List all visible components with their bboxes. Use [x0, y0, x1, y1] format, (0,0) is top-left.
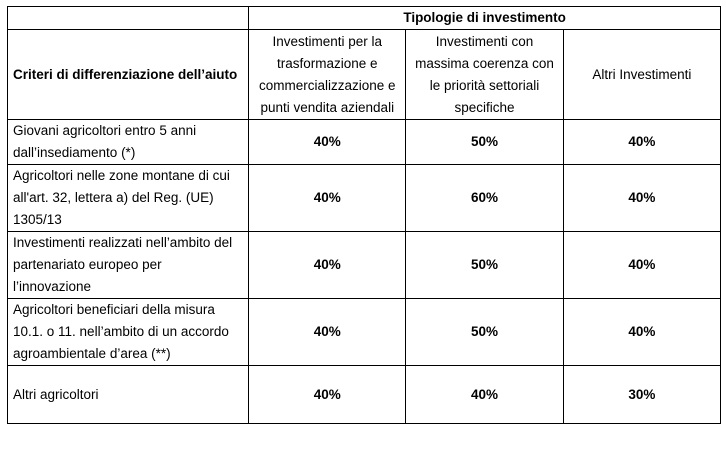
table-row	[8, 120, 721, 165]
table-header-row-group	[8, 7, 721, 30]
rate-cell: 50%	[406, 120, 563, 165]
rate-cell: 60%	[406, 165, 563, 232]
rate-cell: 40%	[249, 165, 406, 232]
rate-cell: 40%	[563, 232, 720, 299]
rate-cell: 50%	[406, 299, 563, 366]
row-criterion: Agricoltori nelle zone montane di cui all'art. 32, lettera a) del Reg. (UE) 1305/13	[8, 165, 249, 232]
header-blank-cell	[8, 7, 249, 30]
rate-cell: 40%	[406, 366, 563, 424]
row-criterion: Giovani agricoltori entro 5 anni dall’insediamento (*)	[8, 120, 249, 165]
rate-cell: 40%	[563, 120, 720, 165]
column-header-priority-investments: Investimenti con massima coerenza con le priorità settoriali specifiche	[406, 30, 563, 120]
row-criterion: Investimenti realizzati nell’ambito del partenariato europeo per l’innovazione	[8, 232, 249, 299]
table-row	[8, 366, 721, 424]
criteria-header: Criteri di differenziazione dell’aiuto	[8, 30, 249, 120]
rate-cell: 50%	[406, 232, 563, 299]
table-row	[8, 165, 721, 232]
rate-cell: 40%	[249, 120, 406, 165]
rate-cell: 40%	[249, 232, 406, 299]
row-criterion: Altri agricoltori	[8, 366, 249, 424]
rate-cell: 40%	[563, 165, 720, 232]
row-criterion: Agricoltori beneficiari della misura 10.1. o 11. nell’ambito di un accordo agroambientale d’area (**)	[8, 299, 249, 366]
table-row	[8, 232, 721, 299]
aid-rates-table	[7, 6, 721, 424]
column-header-processing-investments: Investimenti per la trasformazione e commercializzazione e punti vendita aziendali	[249, 30, 406, 120]
rate-cell: 40%	[563, 299, 720, 366]
investment-types-header: Tipologie di investimento	[249, 7, 721, 30]
rate-cell: 40%	[249, 299, 406, 366]
rate-cell: 40%	[249, 366, 406, 424]
column-header-other-investments: Altri Investimenti	[563, 30, 720, 120]
table-row	[8, 299, 721, 366]
rate-cell: 30%	[563, 366, 720, 424]
table-header-row-columns	[8, 30, 721, 120]
